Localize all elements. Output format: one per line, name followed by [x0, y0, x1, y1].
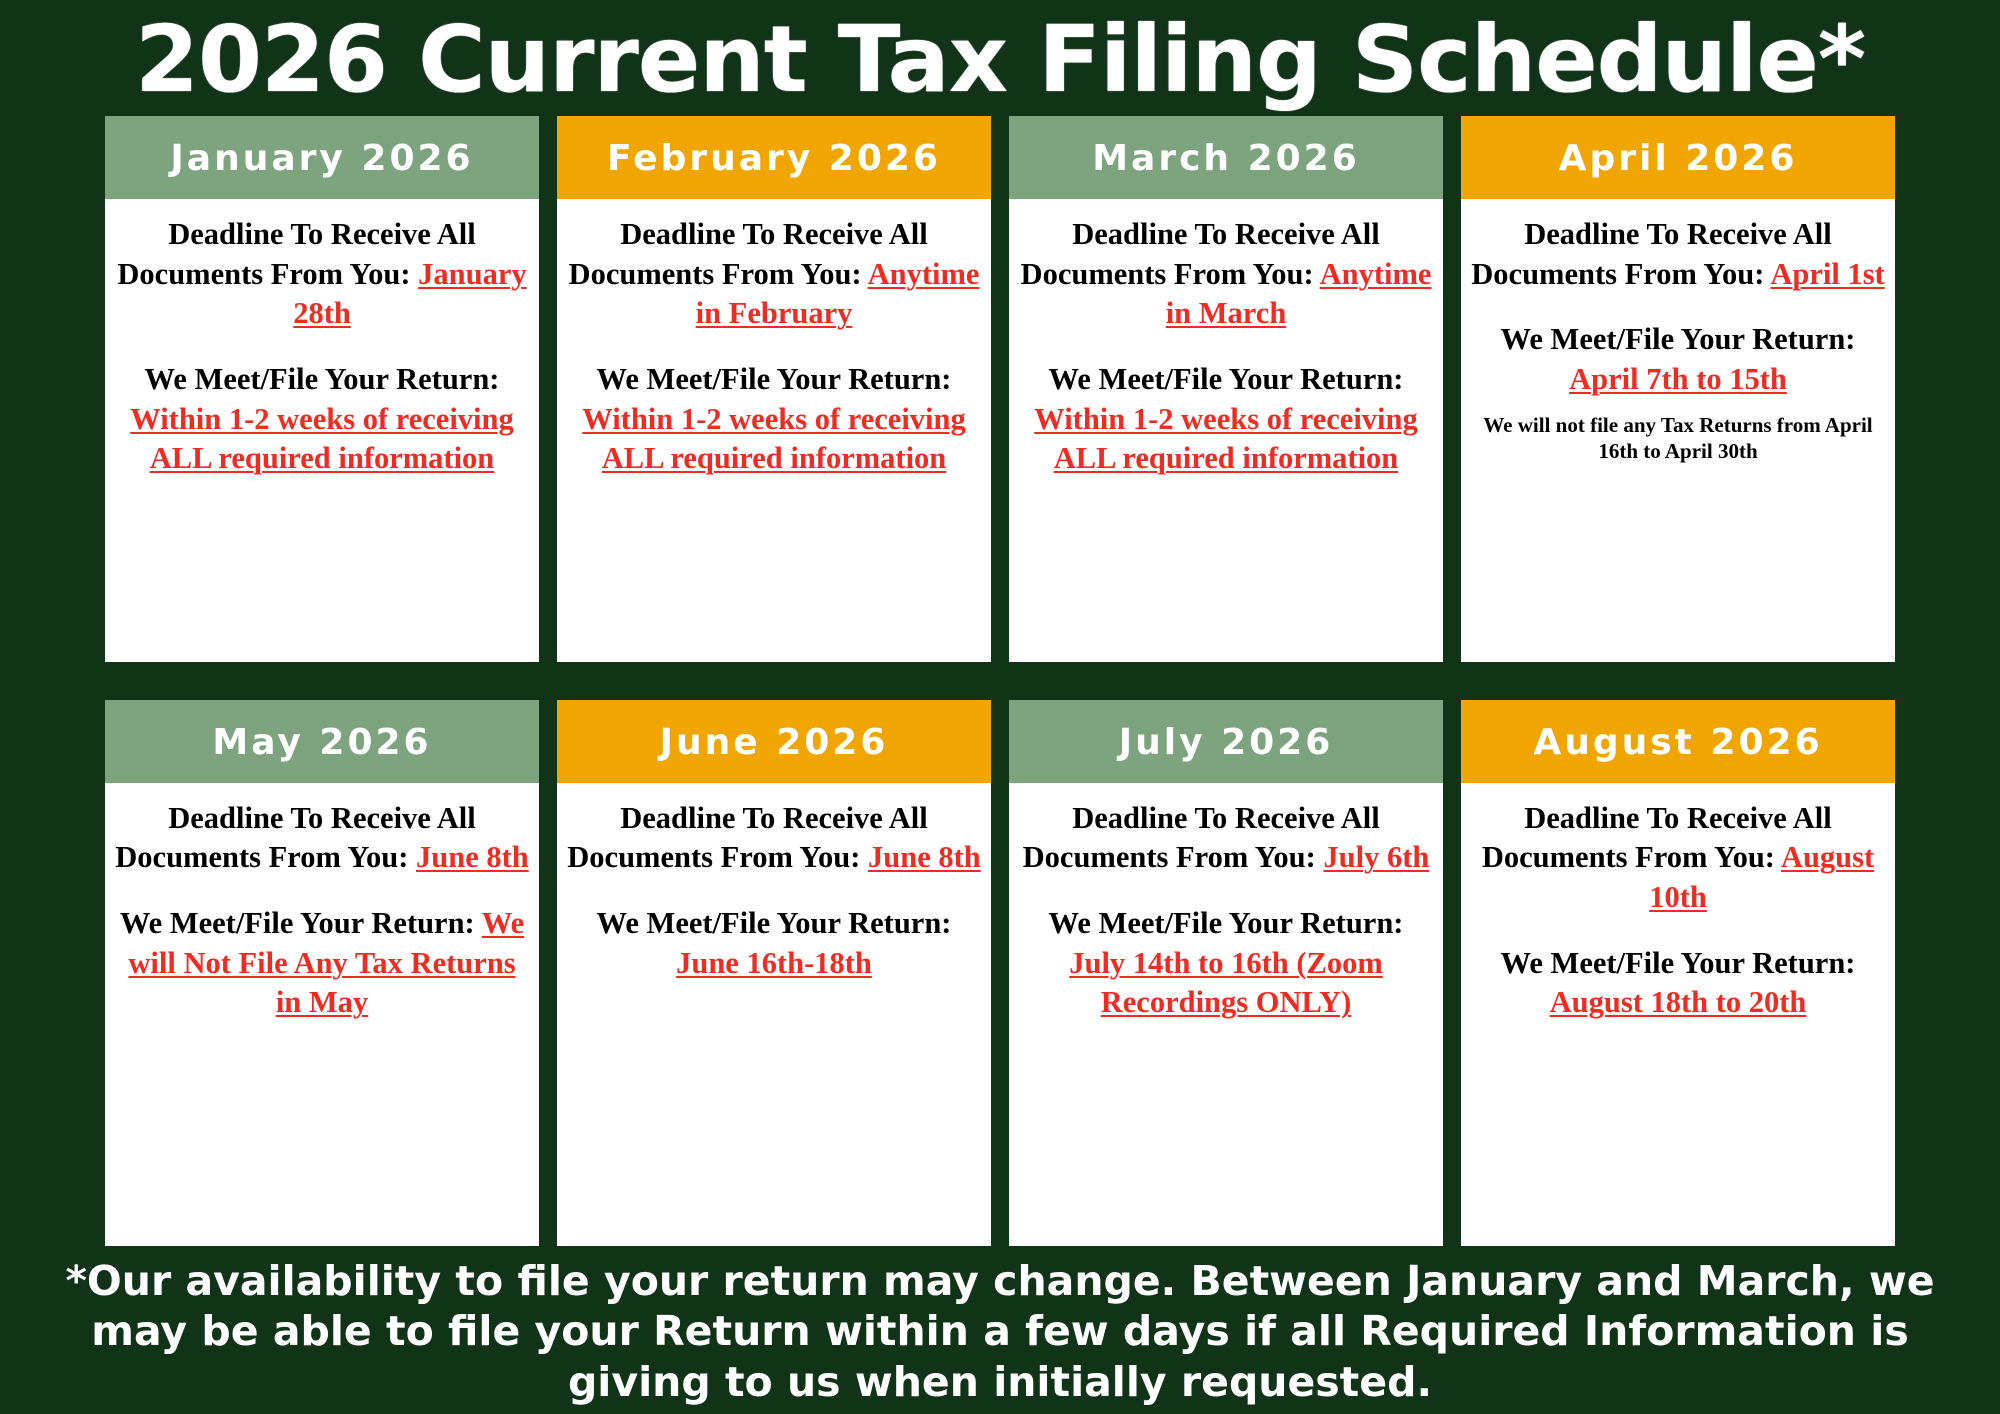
month-body-may [105, 783, 539, 1246]
month-card-august [1461, 700, 1895, 1246]
meet-block-may [115, 904, 529, 1023]
deadline-value-march: Anytime in March [1165, 256, 1432, 331]
month-header-february: February 2026 [557, 116, 991, 199]
deadline-block-august [1471, 799, 1885, 918]
page-title: 2026 Current Tax Filing Schedule* [134, 6, 1865, 113]
meet-label-january: We Meet/File Your Return: [144, 361, 500, 396]
month-body-february [557, 199, 991, 662]
meet-value-january: Within 1-2 weeks of receiving ALL required information [130, 401, 514, 476]
month-body-january [105, 199, 539, 662]
april-note: We will not file any Tax Returns from April 16th to April 30th [1483, 412, 1873, 463]
deadline-label-may: Deadline To Receive All Documents From You: [115, 800, 476, 875]
meet-value-july: July 14th to 16th (Zoom Recordings ONLY) [1069, 945, 1383, 1020]
deadline-value-july: July 6th [1323, 840, 1430, 875]
month-card-june [557, 700, 991, 1246]
month-body-august [1461, 783, 1895, 1246]
deadline-label-february: Deadline To Receive All Documents From You: [568, 217, 928, 291]
month-card-july [1009, 700, 1443, 1246]
month-card-march [1009, 116, 1443, 662]
deadline-value-april: April 1st [1770, 256, 1885, 291]
month-body-march [1009, 199, 1443, 662]
deadline-value-may: June 8th [416, 840, 529, 875]
deadline-block-february [567, 215, 981, 334]
month-card-february [557, 116, 991, 662]
month-header-june: June 2026 [557, 700, 991, 783]
meet-value-may: We will Not File Any Tax Returns in May [128, 906, 525, 1020]
month-body-april [1461, 199, 1895, 662]
meet-block-june [567, 904, 981, 983]
month-header-may: May 2026 [105, 700, 539, 783]
meet-label-august: We Meet/File Your Return: [1500, 945, 1856, 980]
deadline-block-june [567, 799, 981, 878]
month-body-july [1009, 783, 1443, 1246]
month-card-january [105, 116, 539, 662]
meet-label-may: We Meet/File Your Return: [119, 906, 475, 941]
meet-block-january [115, 360, 529, 479]
deadline-value-february: Anytime in February [695, 256, 980, 331]
meet-block-august [1471, 944, 1885, 1023]
meet-block-april [1471, 320, 1885, 399]
deadline-value-august: August 10th [1649, 840, 1875, 915]
month-card-may [105, 700, 539, 1246]
meet-value-february: Within 1-2 weeks of receiving ALL required information [582, 401, 966, 476]
deadline-label-august: Deadline To Receive All Documents From You: [1481, 800, 1832, 875]
meet-label-june: We Meet/File Your Return: [596, 906, 952, 941]
deadline-label-april: Deadline To Receive All Documents From You: [1471, 217, 1832, 291]
meet-value-august: August 18th to 20th [1549, 985, 1807, 1020]
meet-label-july: We Meet/File Your Return: [1048, 906, 1404, 941]
meet-label-april: We Meet/File Your Return: [1500, 322, 1856, 357]
deadline-value-january: January 28th [293, 256, 527, 331]
deadline-block-january [115, 215, 529, 334]
month-card-april [1461, 116, 1895, 662]
meet-block-march [1019, 360, 1433, 479]
deadline-label-january: Deadline To Receive All Documents From You: [117, 217, 476, 291]
month-header-april: April 2026 [1461, 116, 1895, 199]
meet-label-february: We Meet/File Your Return: [596, 361, 952, 396]
month-header-july: July 2026 [1009, 700, 1443, 783]
meet-label-march: We Meet/File Your Return: [1048, 361, 1404, 396]
deadline-label-march: Deadline To Receive All Documents From You: [1020, 217, 1380, 291]
deadline-block-july [1019, 799, 1433, 878]
deadline-value-june: June 8th [868, 840, 981, 875]
months-grid [0, 116, 2000, 1246]
deadline-label-june: Deadline To Receive All Documents From You: [567, 800, 928, 875]
meet-value-april: April 7th to 15th [1569, 361, 1787, 396]
meet-block-july [1019, 904, 1433, 1023]
deadline-label-july: Deadline To Receive All Documents From You: [1022, 800, 1380, 875]
month-header-august: August 2026 [1461, 700, 1895, 783]
deadline-block-april [1471, 215, 1885, 294]
footnote: *Our availability to file your return may change. Between January and March, we may be able to file your Return within a few days if all Required Information is giving to us when initially requested. [65, 1256, 1935, 1407]
deadline-block-may [115, 799, 529, 878]
deadline-block-march [1019, 215, 1433, 334]
month-body-june [557, 783, 991, 1246]
meet-value-march: Within 1-2 weeks of receiving ALL required information [1034, 401, 1418, 476]
meet-block-february [567, 360, 981, 479]
month-header-march: March 2026 [1009, 116, 1443, 199]
meet-value-june: June 16th-18th [676, 945, 872, 980]
month-header-january: January 2026 [105, 116, 539, 199]
